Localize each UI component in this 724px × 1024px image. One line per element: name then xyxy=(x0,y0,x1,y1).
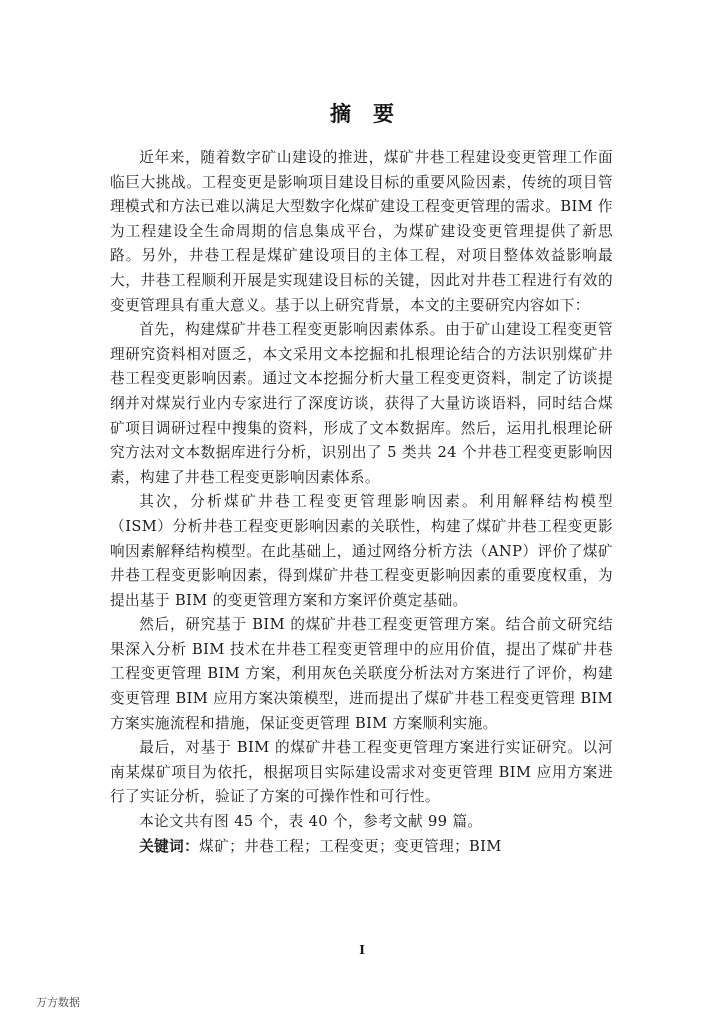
keywords-value: 煤矿；井巷工程；工程变更；变更管理；BIM xyxy=(199,837,502,855)
watermark: 万方数据 xyxy=(36,996,80,1009)
paragraph-third: 然后，研究基于 BIM 的煤矿井巷工程变更管理方案。结合前文研究结果深入分析 BIM 技术在井巷工程变更管理中的应用价值，提出了煤矿井巷工程变更管理 BIM 方案，利用灰色关联度分析法对方案进行了评价，构建变更管理 BIM 应用方案决策模型，进而提出了煤矿井巷工程变更管理 BIM 方案实施流程和措施，保证变更管理 BIM 方案顺利实施。 xyxy=(110,616,613,732)
paragraph-background: 近年来，随着数字矿山建设的推进，煤矿井巷工程建设变更管理工作面临巨大挑战。工程变更是影响项目建设目标的重要风险因素，传统的项目管理模式和方法已难以满足大型数字化煤矿建设工程变更管理的需求。BIM 作为工程建设全生命周期的信息集成平台，为煤矿建设变更管理提供了新思路。另外，井巷工程是煤矿建设项目的主体工程，对项目整体效益影响最大，井巷工程顺利开展是实现建设目标的关键，因此对井巷工程进行有效的变更管理具有重大意义。基于以上研究背景，本文的主要研究内容如下： xyxy=(110,149,613,314)
paragraph-second: 其次，分析煤矿井巷工程变更管理影响因素。利用解释结构模型（ISM）分析井巷工程变更影响因素的关联性，构建了煤矿井巷工程变更影响因素解释结构模型。在此基础上，通过网络分析方法（ANP）评价了煤矿井巷工程变更影响因素，得到煤矿井巷工程变更影响因素的重要度权重，为提出基于 BIM 的变更管理方案和方案评价奠定基础。 xyxy=(110,493,613,609)
page-title: 摘要 xyxy=(330,102,416,126)
paragraph-statistics: 本论文共有图 45 个，表 40 个，参考文献 99 篇。 xyxy=(139,813,483,831)
keywords-label: 关键词： xyxy=(139,837,200,855)
abstract-body xyxy=(110,146,613,859)
paragraph-last: 最后，对基于 BIM 的煤矿井巷工程变更管理方案进行实证研究。以河南某煤矿项目为依托，根据项目实际建设需求对变更管理 BIM 应用方案进行了实证分析，验证了方案的可操作性和可行性。 xyxy=(110,739,613,806)
keywords-line xyxy=(110,835,613,860)
paragraph-first: 首先，构建煤矿井巷工程变更影响因素体系。由于矿山建设工程变更管理研究资料相对匮乏，本文采用文本挖掘和扎根理论结合的方法识别煤矿井巷工程变更影响因素。通过文本挖掘分析大量工程变更资料，制定了访谈提纲并对煤炭行业内专家进行了深度访谈，获得了大量访谈语料，同时结合煤矿项目调研过程中搜集的资料，形成了文本数据库。然后，运用扎根理论研究方法对文本数据库进行分析，识别出了 5 类共 24 个井巷工程变更影响因素，构建了井巷工程变更影响因素体系。 xyxy=(110,321,613,486)
page-number: I xyxy=(359,943,365,957)
